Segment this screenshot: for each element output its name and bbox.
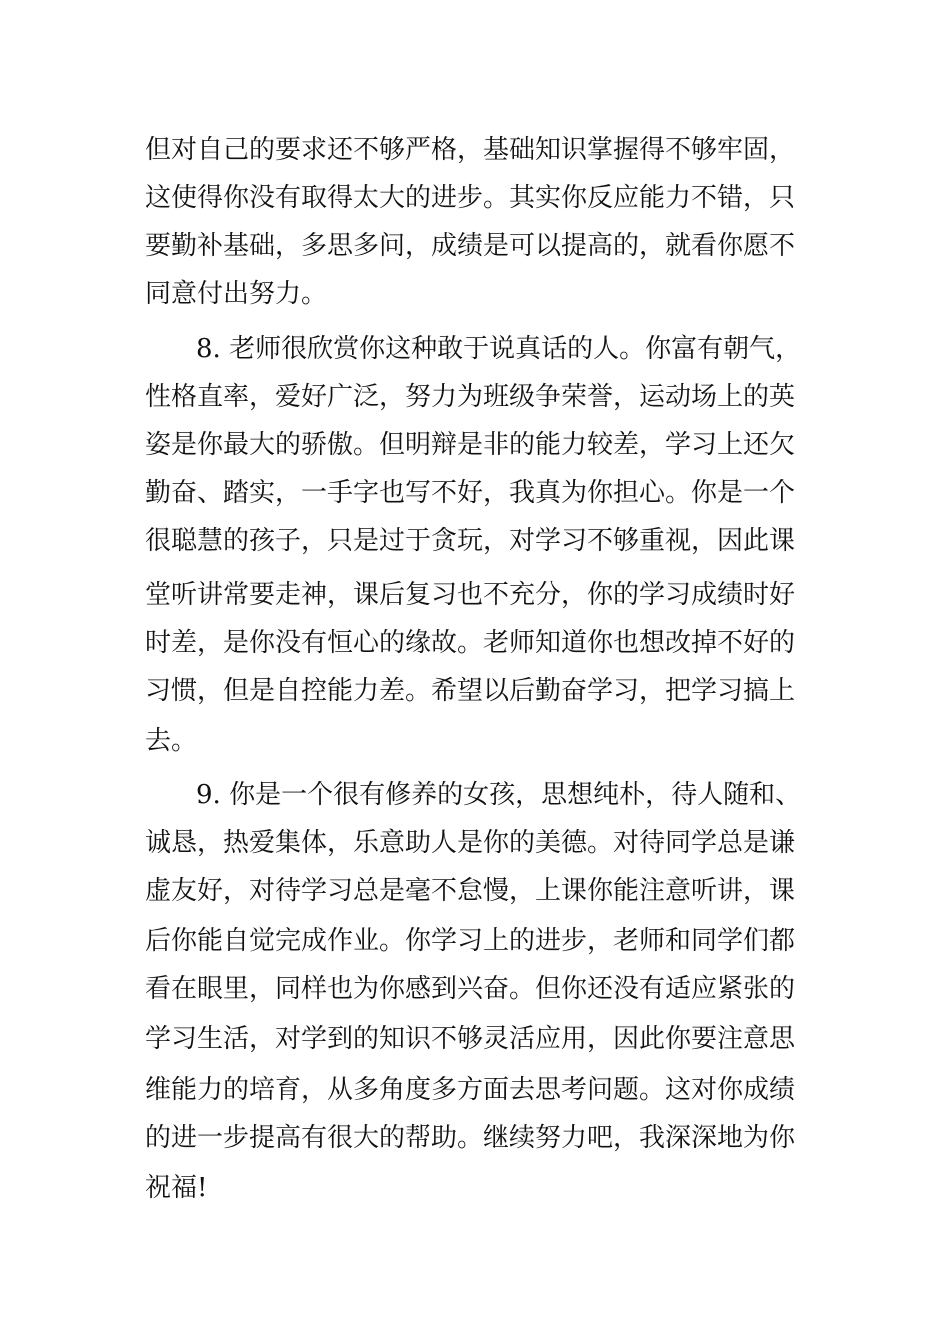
paragraph-9-line-8: 的进一步提高有很大的帮助。继续努力吧，我深深地为你 bbox=[145, 1123, 796, 1153]
paragraph-1-line-4: 同意付出努力。 bbox=[145, 279, 328, 309]
paragraph-8-line-1: 8. 老师很欣赏你这种敢于说真话的人。你富有朝气， bbox=[196, 334, 802, 364]
paragraph-9-line-9: 祝福! bbox=[145, 1173, 208, 1203]
paragraph-9-line-6: 学习生活，对学到的知识不够灵活应用，因此你要注意思 bbox=[145, 1024, 796, 1054]
paragraph-9-line-4: 后你能自觉完成作业。你学习上的进步，老师和同学们都 bbox=[145, 926, 796, 956]
paragraph-8-line-2: 性格直率，爱好广泛，努力为班级争荣誉，运动场上的英 bbox=[145, 382, 796, 412]
paragraph-9-line-3: 虚友好，对待学习总是毫不怠慢，上课你能注意听讲，课 bbox=[145, 876, 796, 906]
paragraph-9-line-7: 维能力的培育，从多角度多方面去思考问题。这对你成绩 bbox=[145, 1075, 796, 1105]
paragraph-8-line-9: 去。 bbox=[145, 726, 198, 756]
paragraph-1-line-2: 这使得你没有取得太大的进步。其实你反应能力不错，只 bbox=[145, 183, 796, 213]
paragraph-8-line-4: 勤奋、踏实，一手字也写不好，我真为你担心。你是一个 bbox=[145, 478, 796, 508]
paragraph-8-line-7: 时差，是你没有恒心的缘故。老师知道你也想改掉不好的 bbox=[145, 628, 796, 658]
paragraph-9-line-1: 9. 你是一个很有修养的女孩，思想纯朴，待人随和、 bbox=[196, 780, 802, 810]
paragraph-8-line-8: 习惯，但是自控能力差。希望以后勤奋学习，把学习搞上 bbox=[145, 676, 796, 706]
paragraph-8-line-6: 堂听讲常要走神，课后复习也不充分，你的学习成绩时好 bbox=[145, 580, 796, 610]
paragraph-9-line-5: 看在眼里，同样也为你感到兴奋。但你还没有适应紧张的 bbox=[145, 974, 796, 1004]
paragraph-8-line-5: 很聪慧的孩子，只是过于贪玩，对学习不够重视，因此课 bbox=[145, 526, 796, 556]
paragraph-1-line-1: 但对自己的要求还不够严格，基础知识掌握得不够牢固， bbox=[145, 135, 796, 165]
paragraph-8-line-3: 姿是你最大的骄傲。但明辩是非的能力较差，学习上还欠 bbox=[145, 430, 796, 460]
paragraph-9-line-2: 诚恳，热爱集体，乐意助人是你的美德。对待同学总是谦 bbox=[145, 828, 796, 858]
paragraph-1-line-3: 要勤补基础，多思多问，成绩是可以提高的，就看你愿不 bbox=[145, 231, 796, 261]
